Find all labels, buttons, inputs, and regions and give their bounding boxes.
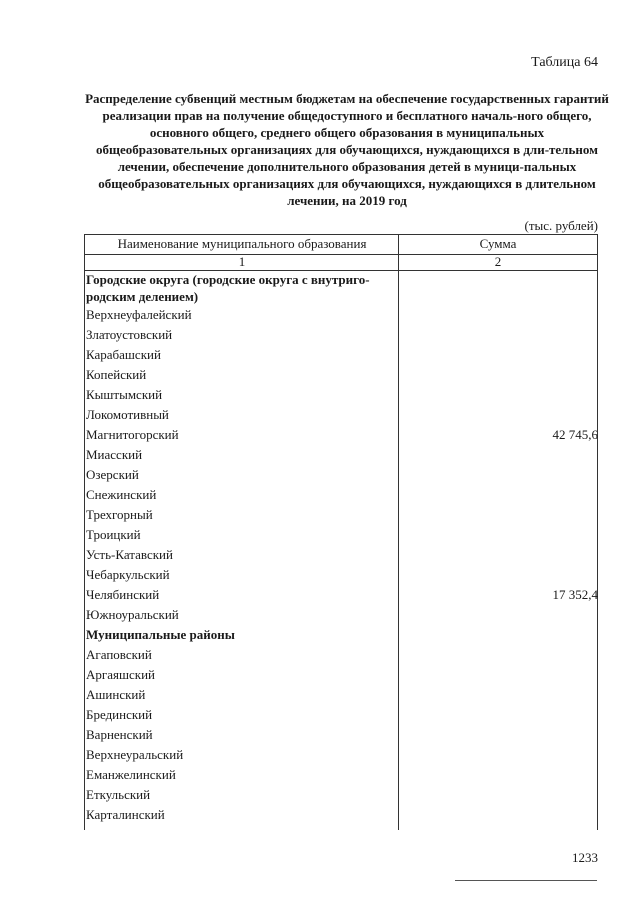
table-row <box>86 625 598 645</box>
table-row <box>86 785 598 805</box>
municipality-name: Магнитогорский <box>86 427 179 442</box>
table-row <box>86 645 598 665</box>
table-row <box>86 385 598 405</box>
municipality-name: Чебаркульский <box>86 567 170 582</box>
municipality-name: Карталинский <box>86 807 165 822</box>
table-row <box>86 685 598 705</box>
sum-value <box>394 645 598 665</box>
sum-value <box>394 485 598 505</box>
table-rows <box>86 268 598 825</box>
municipality-name: Варненский <box>86 727 153 742</box>
municipality-name: Ашинский <box>86 687 146 702</box>
table-row <box>86 765 598 785</box>
sum-value: 42 745,6 <box>552 427 598 442</box>
municipality-name: Озерский <box>86 467 139 482</box>
table-row <box>86 405 598 425</box>
municipality-name: Челябинский <box>86 587 160 602</box>
municipality-name: Агаповский <box>86 647 152 662</box>
colnum-2: 2 <box>494 254 502 269</box>
table-row <box>86 525 598 545</box>
sum-value <box>394 465 598 485</box>
sum-value <box>394 305 598 325</box>
header-sum: Сумма <box>479 236 517 251</box>
table-row <box>86 505 598 525</box>
sum-value <box>394 625 598 645</box>
table-row <box>86 485 598 505</box>
sum-value <box>394 445 598 465</box>
table-row <box>86 445 598 465</box>
sum-value <box>394 325 598 345</box>
municipality-name: Верхнеуральский <box>86 747 184 762</box>
municipality-name: Брединский <box>86 707 153 722</box>
sum-value <box>394 385 598 405</box>
sum-value <box>394 725 598 745</box>
sum-value <box>394 345 598 365</box>
table-row <box>86 305 598 325</box>
sum-value <box>394 525 598 545</box>
table-row <box>86 605 598 625</box>
table-row <box>86 325 598 345</box>
table-row <box>86 345 598 365</box>
table-row <box>86 465 598 485</box>
municipality-name: Карабашский <box>86 347 161 362</box>
header-name: Наименование муниципального образования <box>117 236 367 251</box>
sum-value <box>394 505 598 525</box>
municipality-name: Троицкий <box>86 527 141 542</box>
sum-value <box>394 745 598 765</box>
municipality-name: Златоустовский <box>86 327 173 342</box>
sum-value <box>394 405 598 425</box>
municipality-name: Муниципальные районы <box>86 627 235 642</box>
table-row <box>86 665 598 685</box>
table-row <box>86 271 598 305</box>
table-row <box>86 565 598 585</box>
sum-value <box>394 685 598 705</box>
sum-value: 17 352,4 <box>552 587 598 602</box>
sum-value <box>394 785 598 805</box>
municipality-name: Кыштымский <box>86 387 163 402</box>
sum-value <box>394 805 598 825</box>
sum-value <box>394 765 598 785</box>
table-row <box>86 745 598 765</box>
sum-value <box>394 705 598 725</box>
footer-rule <box>455 880 597 881</box>
sum-value <box>394 365 598 385</box>
municipality-name: Верхнеуфалейский <box>86 307 192 322</box>
table-title: Распределение субвенций местным бюджетам на обеспечение государственных гарантий реализации прав на получение общедоступного и бесплатного началь-ного общего, основного общего, среднего общего образования в муниципальных общеобразовательных организациях для обучающихся, нуждающихся в дли-тельном лечении, обеспечение дополнительного образования детей в муници-пальных общеобразовательных организациях для обучающихся, нуждающихся в длительном лечении, на 2019 год <box>85 91 609 208</box>
municipality-name: Еманжелинский <box>86 767 176 782</box>
colnum-1: 1 <box>238 254 246 269</box>
table-row <box>86 725 598 745</box>
sum-value <box>394 545 598 565</box>
page-number: 1233 <box>572 850 598 865</box>
units-label: (тыс. рублей) <box>524 218 598 233</box>
municipality-name: Миасский <box>86 447 143 462</box>
municipality-name: Южноуральский <box>86 607 179 622</box>
municipality-name: Еткульский <box>86 787 151 802</box>
municipality-name: Трехгорный <box>86 507 153 522</box>
municipality-name: Аргаяшский <box>86 667 155 682</box>
table-row <box>86 805 598 825</box>
table-row <box>86 365 598 385</box>
sum-value <box>394 665 598 685</box>
municipality-name: Снежинский <box>86 487 157 502</box>
table-row <box>86 585 598 605</box>
sum-value <box>394 271 598 305</box>
table-header-row <box>84 234 598 254</box>
sum-value <box>394 565 598 585</box>
table-row <box>86 425 598 445</box>
table-row <box>86 705 598 725</box>
municipality-name: Локомотивный <box>86 407 169 422</box>
municipality-name: Городские округа (городские округа с внутриго- родским делением) <box>86 272 370 304</box>
table-row <box>86 545 598 565</box>
sum-value <box>394 605 598 625</box>
table-number: Таблица 64 <box>531 55 598 70</box>
municipality-name: Усть-Катавский <box>86 547 173 562</box>
municipality-name: Копейский <box>86 367 147 382</box>
